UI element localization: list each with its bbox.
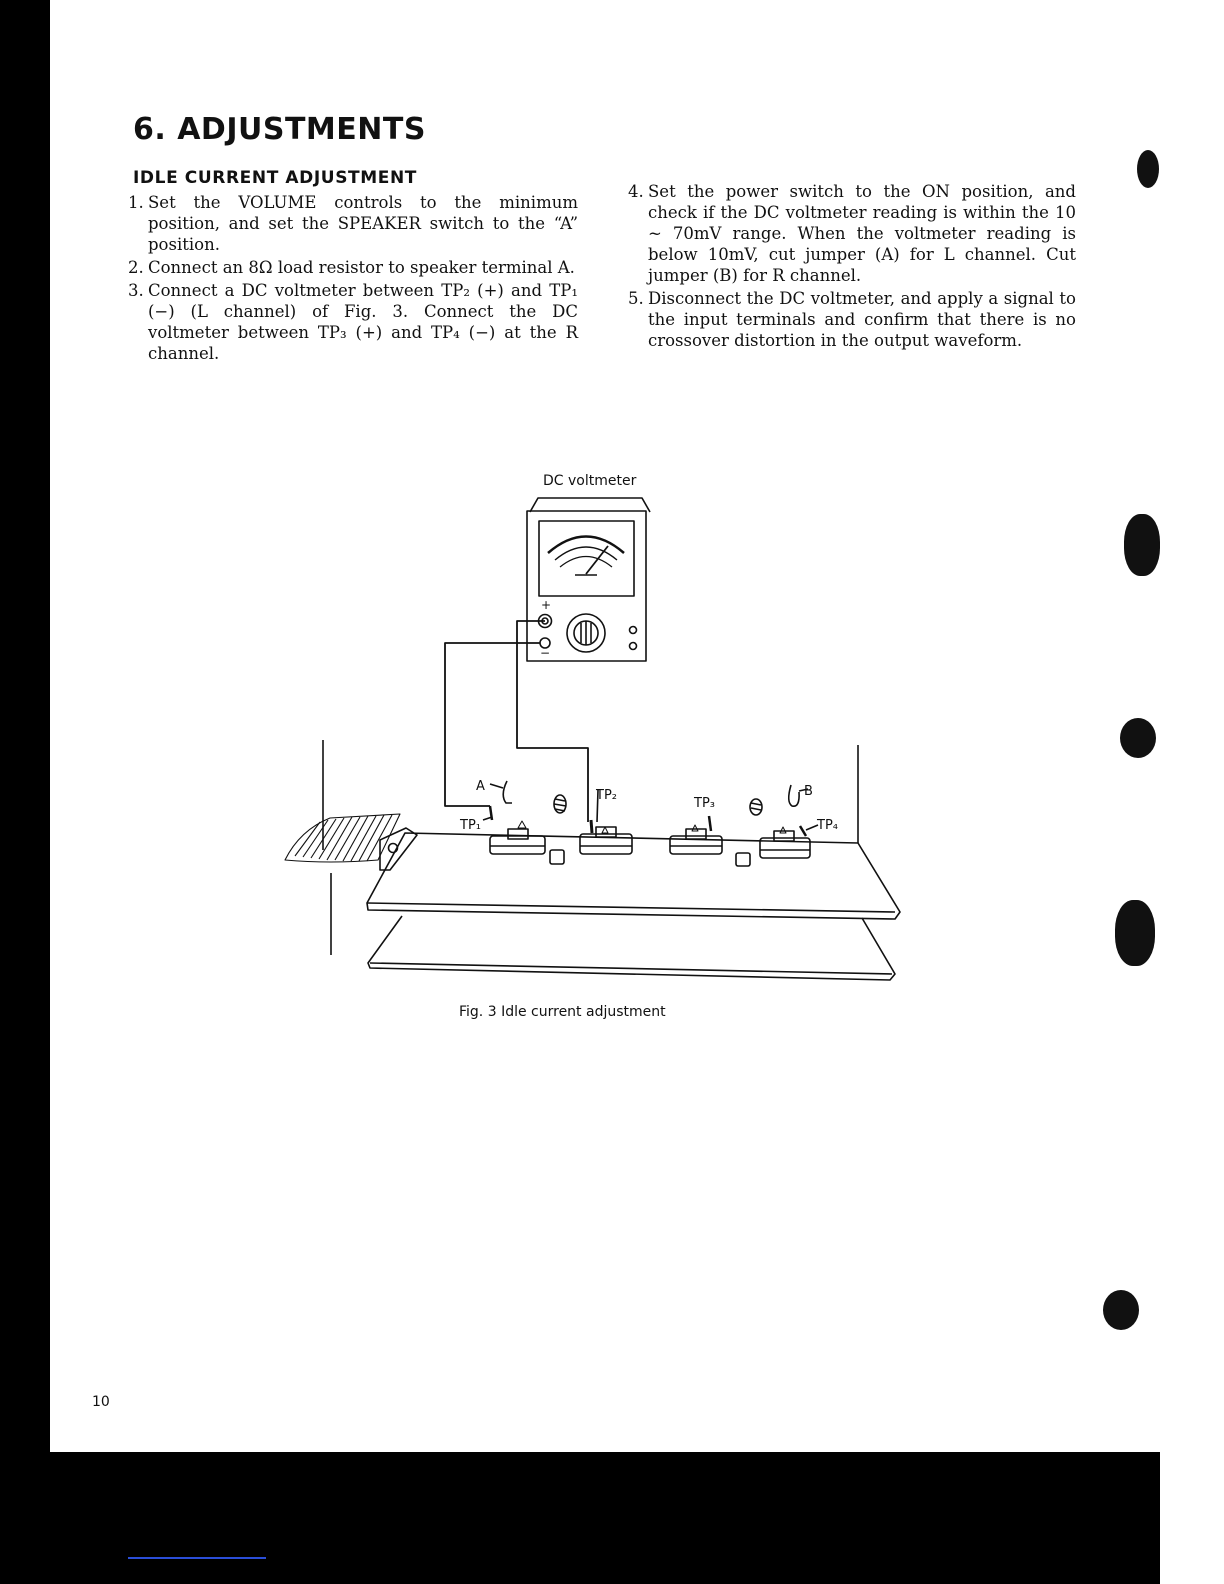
- idle-current-figure: [270, 468, 910, 988]
- minus-terminal-label: −: [540, 646, 551, 660]
- power-transistor-icon: [760, 831, 810, 858]
- tp2-label: TP₂: [596, 788, 617, 803]
- jumper-a-label: A: [476, 779, 485, 794]
- plus-terminal-label: +: [541, 598, 552, 612]
- trimmer-resistor-icon: [554, 795, 566, 813]
- list-item: 4. Set the power switch to the ON position, and check if the DC voltmeter reading is within the 10 ~ 70mV range. When the voltmeter reading is below 10mV, cut jumper (A) for L channel. Cut jumper (B) for R channel.: [628, 182, 1076, 285]
- list-item: 1. Set the VOLUME controls to the minimum position, and set the SPEAKER switch to the “A” position.: [128, 193, 578, 254]
- scan-left-border: [0, 0, 50, 1584]
- punch-hole-mark: [1115, 900, 1155, 966]
- list-item: 3. Connect a DC voltmeter between TP₂ (+) and TP₁ (−) (L channel) of Fig. 3. Connect the DC voltmeter between TP₃ (+) and TP₄ (−) at the R channel.: [128, 281, 578, 363]
- punch-hole-mark: [1103, 1290, 1139, 1330]
- tp1-label: TP₁: [460, 818, 481, 833]
- jumper-b-label: B: [804, 784, 813, 799]
- scan-bottom-border: [50, 1452, 1160, 1584]
- steps-list-left: [130, 192, 578, 366]
- punch-hole-mark: [1124, 514, 1160, 576]
- probe-wires: [445, 621, 588, 822]
- test-point-icon: [709, 816, 711, 831]
- page-number: 10: [92, 1394, 110, 1410]
- steps-list-right: [630, 181, 1076, 353]
- section-subtitle: IDLE CURRENT ADJUSTMENT: [133, 168, 418, 188]
- punch-hole-mark: [1137, 150, 1159, 188]
- scan-right-margin: [1160, 0, 1224, 1584]
- power-transistor-icon: [490, 829, 545, 854]
- tp4-label: TP₄: [817, 818, 838, 833]
- jumper-a-icon: [503, 781, 512, 803]
- list-item: 5. Disconnect the DC voltmeter, and apply a signal to the input terminals and confirm that there is no crossover distortion in the output waveform.: [628, 289, 1076, 350]
- punch-hole-mark: [1120, 718, 1156, 758]
- test-point-icon: [591, 820, 592, 833]
- voltmeter-icon: [527, 498, 650, 661]
- scan-artifact-line: [128, 1557, 266, 1559]
- figure-caption: Fig. 3 Idle current adjustment: [459, 1004, 666, 1020]
- small-component-icon: [550, 850, 564, 864]
- tp3-label: TP₃: [694, 796, 715, 811]
- power-transistor-icon: [580, 827, 632, 854]
- power-transistor-icon: [670, 829, 722, 854]
- section-title: 6. ADJUSTMENTS: [133, 112, 426, 147]
- trimmer-resistor-icon: [750, 799, 762, 815]
- small-component-icon: [736, 853, 750, 866]
- voltmeter-label: DC voltmeter: [543, 473, 637, 489]
- jumper-b-icon: [789, 785, 799, 806]
- list-item: 2. Connect an 8Ω load resistor to speaker terminal A.: [128, 258, 575, 277]
- test-point-icon: [800, 826, 806, 836]
